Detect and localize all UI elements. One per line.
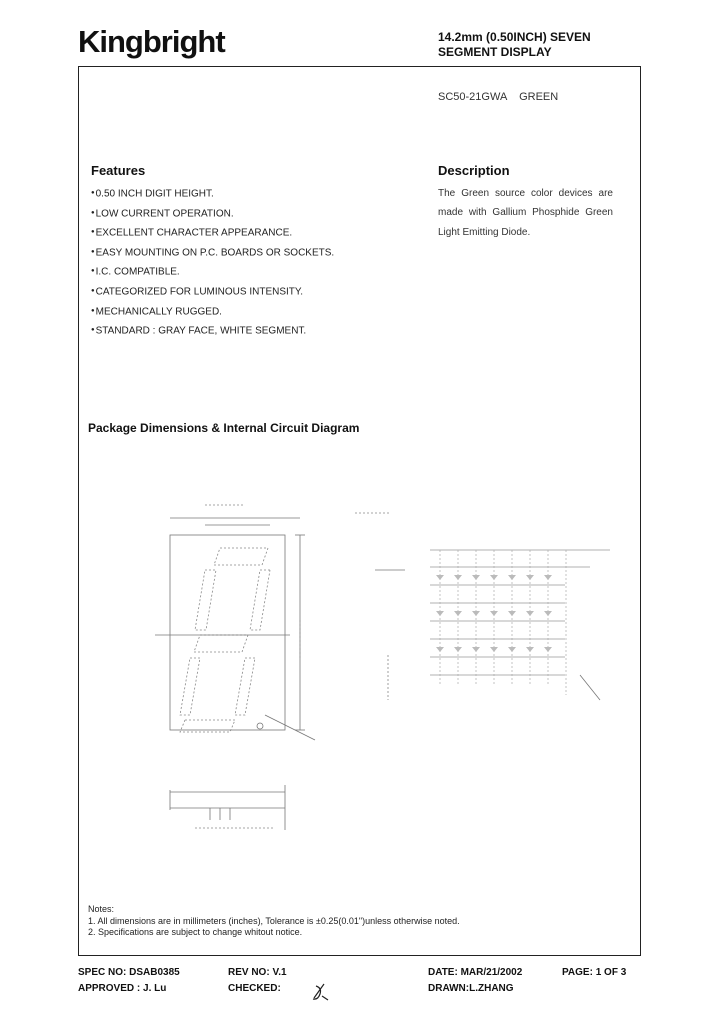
title-line-2: SEGMENT DISPLAY (438, 45, 552, 59)
spec-number: SPEC NO: DSAB0385 (78, 967, 180, 978)
document-title (438, 30, 591, 60)
feature-item: ● STANDARD : GRAY FACE, WHITE SEGMENT. (91, 321, 334, 341)
feature-item: ● MECHANICALLY RUGGED. (91, 302, 334, 322)
checked-by: CHECKED: (228, 983, 281, 994)
side-view-drawing (165, 780, 295, 835)
feature-item: ● EASY MOUNTING ON P.C. BOARDS OR SOCKETS. (91, 243, 334, 263)
features-list (91, 184, 334, 341)
note-item: 1. All dimensions are in millimeters (inches), Tolerance is ±0.25(0.01")unless otherwise noted. (88, 915, 460, 926)
feature-item: ● LOW CURRENT OPERATION. (91, 204, 334, 224)
approved-by: APPROVED : J. Lu (78, 983, 167, 994)
revision-number: REV NO: V.1 (228, 967, 287, 978)
internal-circuit-diagram (350, 505, 620, 715)
part-number-row (438, 91, 558, 103)
feature-item: ● I.C. COMPATIBLE. (91, 262, 334, 282)
feature-item: ● 0.50 INCH DIGIT HEIGHT. (91, 184, 334, 204)
part-number: SC50-21GWA (438, 91, 508, 103)
features-heading: Features (91, 163, 146, 178)
checked-signature (310, 978, 332, 1002)
brand-logo: Kingbright (78, 24, 225, 59)
date: DATE: MAR/21/2002 (428, 967, 523, 978)
feature-item: ● EXCELLENT CHARACTER APPEARANCE. (91, 223, 334, 243)
part-color: GREEN (519, 91, 559, 103)
package-heading: Package Dimensions & Internal Circuit Diagram (88, 421, 360, 435)
drawn-by: DRAWN:L.ZHANG (428, 983, 514, 994)
notes-heading: Notes: (88, 904, 115, 914)
notes-section (88, 904, 460, 939)
description-heading: Description (438, 163, 510, 178)
title-line-1: 14.2mm (0.50INCH) SEVEN (438, 30, 591, 44)
page-number: PAGE: 1 OF 3 (562, 967, 627, 978)
description-text: The Green source color devices are made with Gallium Phosphide Green Light Emitting Diode. (438, 188, 613, 238)
feature-item: ● CATEGORIZED FOR LUMINOUS INTENSITY. (91, 282, 334, 302)
package-dimension-drawing (150, 500, 320, 750)
note-item: 2. Specifications are subject to change whitout notice. (88, 927, 303, 937)
